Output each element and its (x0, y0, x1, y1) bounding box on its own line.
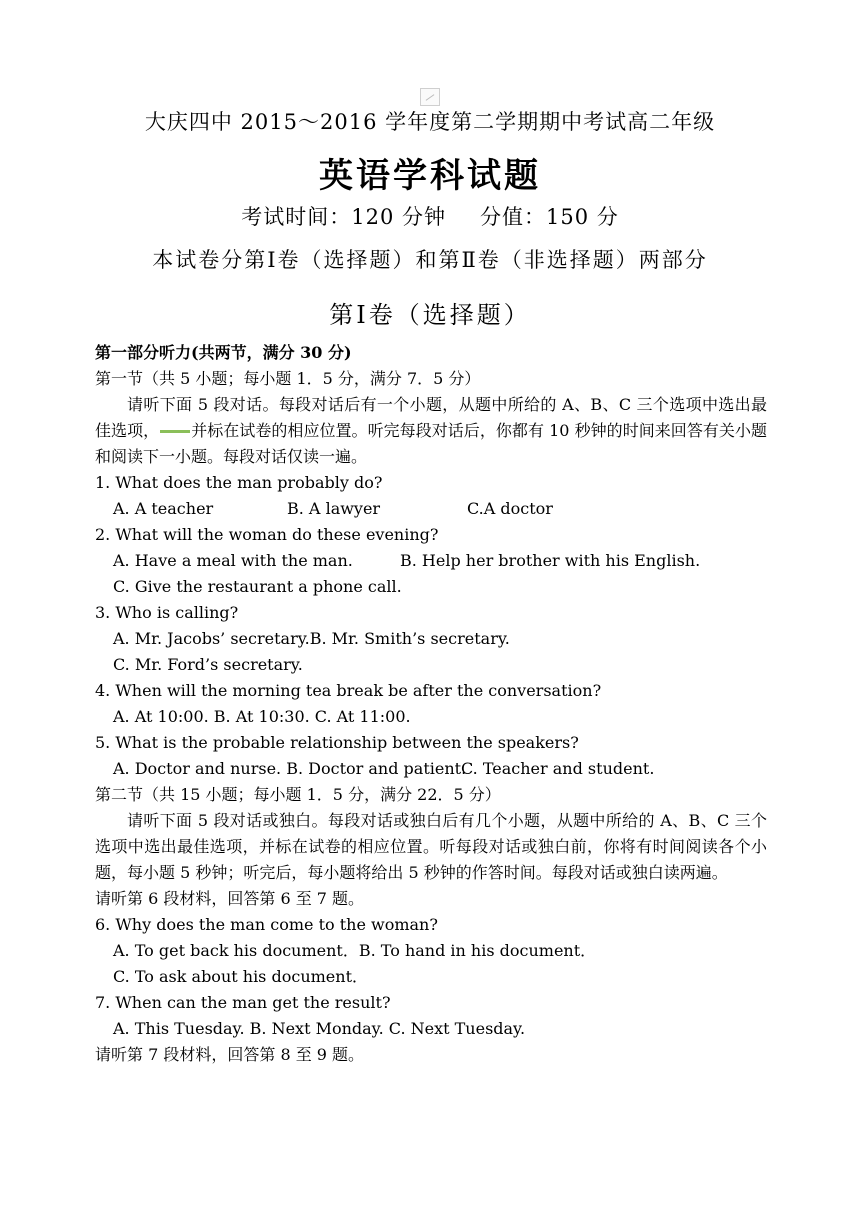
option-a: A. Have a meal with the man. (113, 551, 353, 570)
question-7: 7. When can the man get the result? (95, 993, 391, 1012)
exam-body (95, 340, 767, 1068)
question-6: 6. Why does the man come to the woman? (95, 915, 438, 934)
question-5: 5. What is the probable relationship between the speakers? (95, 733, 579, 752)
school-line: 大庆四中 2015～2016 学年度第二学期期中考试高二年级 (144, 110, 716, 134)
option-a: A. Mr. Jacobs’ secretary. (113, 629, 310, 648)
section2-instructions: 请听下面 5 段对话或独白。每段对话或独白后有几个小题，从题中所给的 A、B、C 三个选项中选出最佳选项，并标在试卷的相应位置。听每段对话或独白前，你将有时间阅读各个小题，每小题 5 秒钟；听完后，每小题将给出 5 秒钟的作答时间。每段对话或独白读两遍。 (95, 811, 767, 882)
option-a: A. A teacher (113, 499, 214, 518)
material-6-note: 请听第 6 段材料，回答第 6 至 7 题。 (95, 889, 365, 908)
broken-image-icon (420, 88, 440, 106)
section1-instructions: 请听下面 5 段对话。每段对话后有一个小题，从题中所给的 A、B、C 三个选项中选出最佳选项， 并标在试卷的相应位置。听完每段对话后，你都有 10 秒钟的时间来回答有关小题和阅读下一小题。每段对话仅读一遍。 (95, 395, 767, 466)
question-6-option-c: C. To ask about his document． (113, 967, 368, 986)
exam-time: 考试时间：120 分钟 (241, 205, 446, 229)
volume-title: 第Ⅰ卷（选择题） (329, 301, 531, 329)
question-4: 4. When will the morning tea break be after the conversation? (95, 681, 602, 700)
option-ab: A. Doctor and nurse. B. Doctor and patient. (113, 759, 467, 778)
option-c: C. Teacher and student. (461, 759, 655, 778)
question-1: 1. What does the man probably do? (95, 473, 383, 492)
question-4-options: A. At 10:00. B. At 10:30. C. At 11:00. (113, 707, 411, 726)
highlight-mark-icon (160, 430, 190, 433)
section2-title: 第二节（共 15 小题；每小题 1．5 分，满分 22．5 分） (95, 785, 501, 804)
section1-title: 第一节（共 5 小题；每小题 1．5 分，满分 7．5 分） (95, 369, 481, 388)
question-5-options (95, 756, 767, 782)
question-3: 3. Who is calling? (95, 603, 239, 622)
question-3-options (95, 626, 767, 652)
part1-title: 第一部分听力(共两节，满分 30 分) (95, 343, 352, 362)
question-1-options (95, 496, 767, 522)
exam-score: 分值：150 分 (480, 205, 619, 229)
material-7-note: 请听第 7 段材料，回答第 8 至 9 题。 (95, 1045, 365, 1064)
question-2-options (95, 548, 767, 574)
subject-title: 英语学科试题 (319, 156, 541, 196)
question-6-options: A. To get back his document．B. To hand in his document． (113, 941, 597, 960)
question-7-options: A. This Tuesday. B. Next Monday. C. Next Tuesday. (113, 1019, 526, 1038)
option-b: B. Mr. Smith’s secretary. (309, 629, 510, 648)
parts-note: 本试卷分第Ⅰ卷（选择题）和第Ⅱ卷（非选择题）两部分 (152, 248, 708, 272)
option-c: C.A doctor (467, 499, 553, 518)
question-2-option-c: C. Give the restaurant a phone call. (113, 577, 402, 596)
exam-info (0, 201, 860, 231)
option-b: B. A lawyer (287, 499, 381, 518)
question-2: 2. What will the woman do these evening? (95, 525, 439, 544)
question-3-option-c: C. Mr. Ford’s secretary. (113, 655, 303, 674)
option-b: B. Help her brother with his English. (400, 551, 701, 570)
